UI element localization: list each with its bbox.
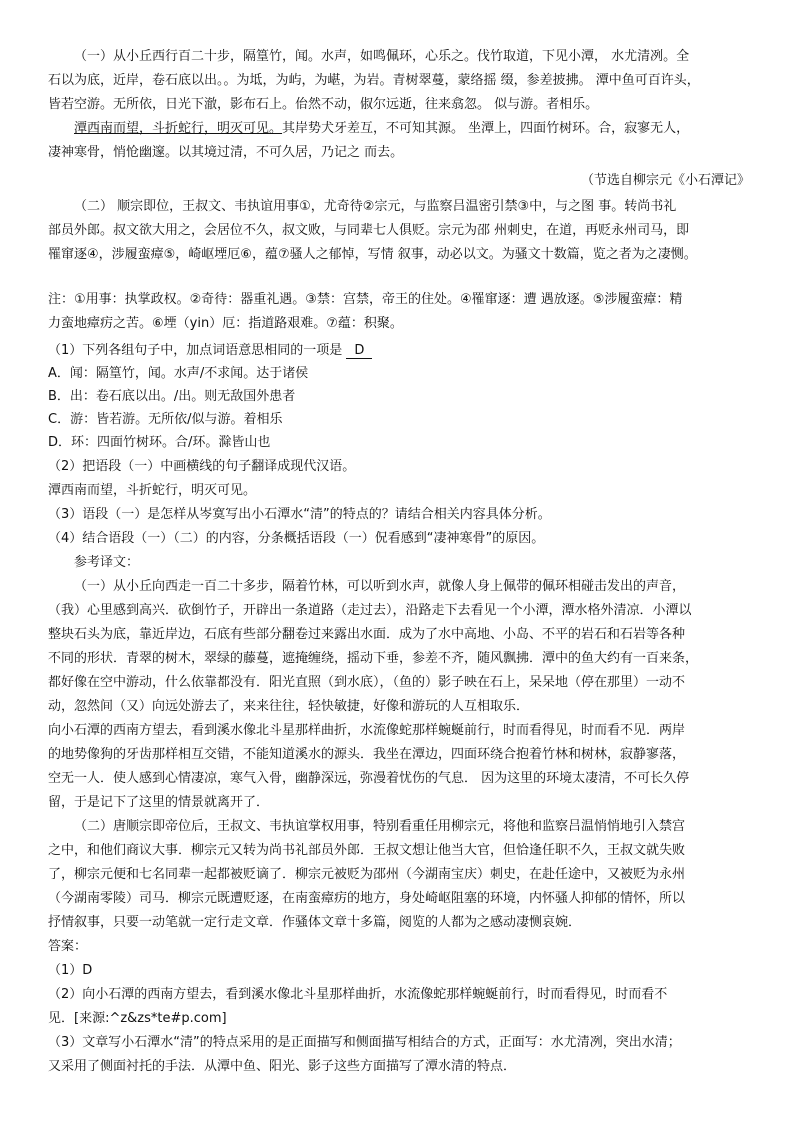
answer-3-cont: 又采用了侧面衬托的手法．从潭中鱼、阳光、影子这些方面描写了潭水清的特点． [48,1059,517,1074]
question-3: （3）语段（一）是怎样从岑寞写出小石潭水“清”的特点的？请结合相关内容具体分析。 [48,507,551,522]
question-2-sentence: 潭西南而望，斗折蛇行，明灭可见。 [48,483,257,498]
translation-line: 留，于是记下了这里的情景就离开了． [48,795,270,810]
option-c: C．游：皆若游。无所依/似与游。着相乐 [48,412,283,427]
option-a: A．闻：隔篁竹，闻。水声/不求闻。达于诸侯 [48,366,309,381]
option-b: B．出：卷石底以出。/出。则无敌国外患者 [48,389,296,404]
translation-line: 向小石潭的西南方望去，看到溪水像北斗星那样曲折，水流像蛇那样蜿蜒前行，时而看得见，时而看不见．两岸 [48,723,686,738]
translation-line: 动，忽然间（又）向远处游去了，来来往往，轻快敏捷，好像和游玩的人互相取乐． [48,699,530,714]
answer-2-cont: 见．[来源:^z&zs*te#p.com] [48,1011,227,1026]
translation-line: （一）从小丘向西走一百二十多步，隔着竹林，可以听到水声，就像人身上佩带的佩环相碰击发出的声音， [74,579,686,594]
passage2-line: 罹窜逐④，涉履蛮瘴⑤，崎岖堙厄⑥，蕴⑦骚人之郁悼，写情 叙事，动必以文。为骚文十数篇，览之者为之凄恻。 [48,247,697,262]
question-2: （2）把语段（一）中画横线的句子翻译成现代汉语。 [48,459,356,474]
passage1-source: （节选自柳宗元《小石潭记》 [580,173,750,188]
passage1-line: 石以为底，近岸，卷石底以出。。为坻，为屿，为嵁，为岩。青树翠蔓，蒙络摇 缀，参差披拂。 潭中鱼可百许头， [48,73,700,88]
translation-line: 的地势像狗的牙齿那样相互交错，不能知道溪水的源头．我坐在潭边，四面环绕合抱着竹林和树林，寂静寥落， [48,747,686,762]
passage1-line: 凄神寒骨，悄怆幽邃。以其境过清，不可久居，乃记之 而去。 [48,145,404,160]
translation-heading: 参考译文： [74,555,140,570]
question-4: （4）结合语段（一）（二）的内容，分条概括语段（一）㑆看感到“凄神寒骨”的原因。 [48,531,545,546]
underlined-sentence: 潭西南而望，斗折蛇行，明灭可见。 [74,121,283,136]
passage2-line: （二） 顺宗即位，王叔文、韦执谊用事①，尤奇待②宗元，与监察吕温密引禁③中，与之图 事。转尚书礼 [74,199,677,214]
translation-line: （今湖南零陵）司马．柳宗元既遭贬逐，在南蛮瘴疠的地方，身处崎岖阻塞的环境，内怀骚人抑郁的情怀，所以 [48,891,686,906]
passage1-line: 皆若空游。无所依，日光下澈，影布石上。佁然不动，俶尔远逝，往来翕忽。 似与游。者相乐。 [48,97,599,112]
translation-line: 不同的形状．青翠的树木，翠绿的藤蔓，遮掩缠绕，摇动下垂，参差不齐，随风飘拂．潭中的鱼大约有一百来条， [48,651,699,666]
question-1-answer-blank: D [346,343,372,359]
answer-1: （1）D [48,963,93,978]
notes-line: 注：①用事：执掌政权。②奇待：器重礼遇。③禁：宫禁，帝王的住处。④罹窜逐：遭 遇放逐。⑤涉履蛮瘴：精 [48,292,683,307]
option-d: D．环：四面竹树环。合/环。滁皆山也 [48,435,271,450]
translation-line: 空无一人．使人感到心情凄凉，寒气入骨，幽静深远，弥漫着忧伤的气息． 因为这里的环境太凄清，不可长久停 [48,771,690,786]
passage2-line: 部员外郎。叔文欲大用之，会居位不久，叔文败，与同辈七人俱贬。宗元为邵 州刺史，在道，再贬永州司马，即 [48,223,690,238]
question-1-text: （1）下列各组句子中，加点词语意思相同的一项是 [48,343,343,358]
notes-line: 力蛮地瘴疠之苦。⑥堙（yin）厄：指道路艰难。⑦蕴：积聚。 [48,316,403,331]
passage1-line-rest: 其岸势犬牙差互，不可知其源。 坐潭上，四面竹树环。合，寂寥无人， [282,121,690,136]
passage1-line [48,120,689,137]
translation-line: 整块石头为底，靠近岸边，石底有些部分翻卷过来露出水面．成为了水中高地、小岛、不平的岩石和石岩等各种 [48,627,686,642]
translation-line: （二）唐顺宗即帝位后，王叔文、韦执谊掌权用事，特别看重任用柳宗元，将他和监察吕温悄悄地引入禁宫 [74,819,686,834]
answers-heading: 答案： [48,939,88,954]
passage1-line: （一）从小丘西行百二十步，隔篁竹，闻。水声，如鸣佩环，心乐之。伐竹取道，下见小潭， 水尤清冽。全 [74,49,690,64]
answer-3: （3）文章写小石潭水“清”的特点采用的是正面描写和侧面描写相结合的方式，正面写：水尤清冽，突出水清； [48,1035,681,1050]
translation-line: 了，柳宗元便和七名同辈一起都被贬谪了．柳宗元被贬为邵州（今湖南宝庆）刺史，在赴任途中，又被贬为永州 [48,867,686,882]
answer-2: （2）向小石潭的西南方望去，看到溪水像北斗星那样曲折，水流像蛇那样蜿蜒前行，时而看得见，时而看不 [48,987,668,1002]
translation-line: 抒情叙事，只要一动笔就一定行走文章．作骚体文章十多篇，阅览的人都为之感动凄恻哀婉． [48,915,582,930]
translation-line: 都好像在空中游动，什么依靠都没有．阳光直照（到水底），（鱼的）影子映在石上，呆呆地（停在那里）一动不 [48,675,686,690]
translation-line: 之中，和他们商议大事．柳宗元又转为尚书礼部员外郎．王叔文想让他当大官，但恰逢任职不久，王叔文就失败 [48,843,686,858]
question-1 [48,342,372,359]
translation-line: （我）心里感到高兴．砍倒竹子，开辟出一条道路（走过去），沿路走下去看见一个小潭，潭水格外清凉．小潭以 [48,603,692,618]
